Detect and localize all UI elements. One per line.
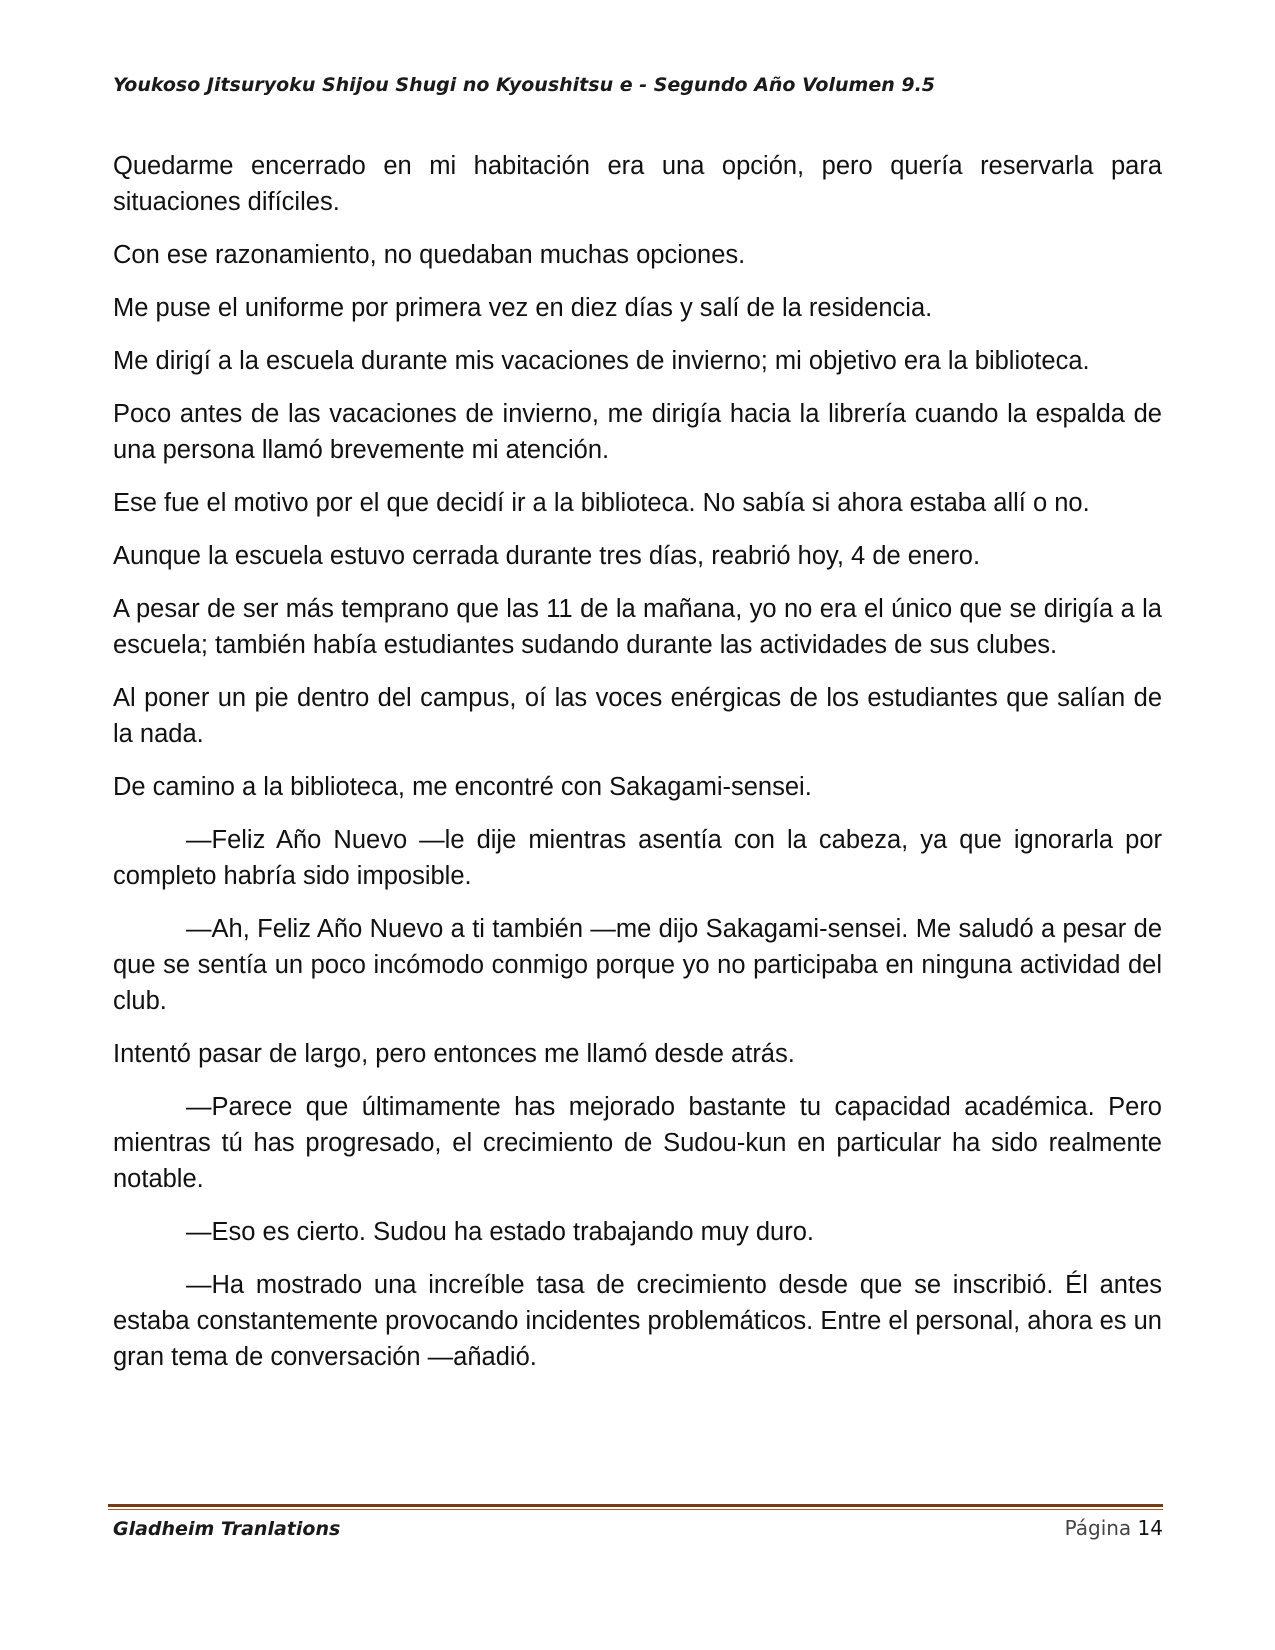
page-number-label [1065,1516,1163,1540]
paragraph: Al poner un pie dentro del campus, oí las voces enérgicas de los estudiantes que salían de la nada. [113,684,1162,748]
translator-credit: Gladheim Tranlations [113,1518,341,1540]
footer-divider-thin-line [108,1509,1163,1510]
paragraph: De camino a la biblioteca, me encontré con Sakagami-sensei. [113,773,812,801]
paragraph: A pesar de ser más temprano que las 11 de la mañana, yo no era el único que se dirigía a la escuela; también había estudiantes sudando durante las actividades de sus clubes. [113,595,1162,659]
dialogue-paragraph: —Ah, Feliz Año Nuevo a ti también —me dijo Sakagami-sensei. Me saludó a pesar de que se sentía un poco incómodo conmigo porque yo no participaba en ninguna actividad del club. [113,915,1162,1015]
dialogue-paragraph: —Feliz Año Nuevo —le dije mientras asentía con la cabeza, ya que ignorarla por completo habría sido imposible. [113,826,1162,890]
footer-divider [108,1504,1163,1510]
dialogue-paragraph: —Eso es cierto. Sudou ha estado trabajando muy duro. [186,1218,814,1246]
footer-divider-thick-line [108,1504,1163,1507]
paragraph: Me puse el uniforme por primera vez en diez días y salí de la residencia. [113,294,933,322]
running-header: Youkoso Jitsuryoku Shijou Shugi no Kyoushitsu e - Segundo Año Volumen 9.5 [113,74,936,96]
paragraph: Me dirigí a la escuela durante mis vacaciones de invierno; mi objetivo era la biblioteca. [113,347,1090,375]
body-text [113,148,1162,1375]
dialogue-paragraph: —Parece que últimamente has mejorado bastante tu capacidad académica. Pero mientras tú has progresado, el crecimiento de Sudou-kun en particular ha sido realmente notable. [113,1093,1162,1193]
paragraph: Aunque la escuela estuvo cerrada durante tres días, reabrió hoy, 4 de enero. [113,542,981,570]
paragraph: Poco antes de las vacaciones de invierno, me dirigía hacia la librería cuando la espalda de una persona llamó brevemente mi atención. [113,400,1162,464]
dialogue-paragraph: —Ha mostrado una increíble tasa de crecimiento desde que se inscribió. Él antes estaba constantemente provocando incidentes problemáticos. Entre el personal, ahora es un gran tema de conversación —añadió. [113,1271,1162,1371]
paragraph: Ese fue el motivo por el que decidí ir a la biblioteca. No sabía si ahora estaba allí o no. [113,489,1090,517]
paragraph: Quedarme encerrado en mi habitación era una opción, pero quería reservarla para situaciones difíciles. [113,152,1162,216]
paragraph: Intentó pasar de largo, pero entonces me llamó desde atrás. [113,1040,795,1068]
page-number: 14 [1137,1516,1163,1540]
paragraph: Con ese razonamiento, no quedaban muchas opciones. [113,241,746,269]
page-label: Página [1064,1516,1132,1540]
